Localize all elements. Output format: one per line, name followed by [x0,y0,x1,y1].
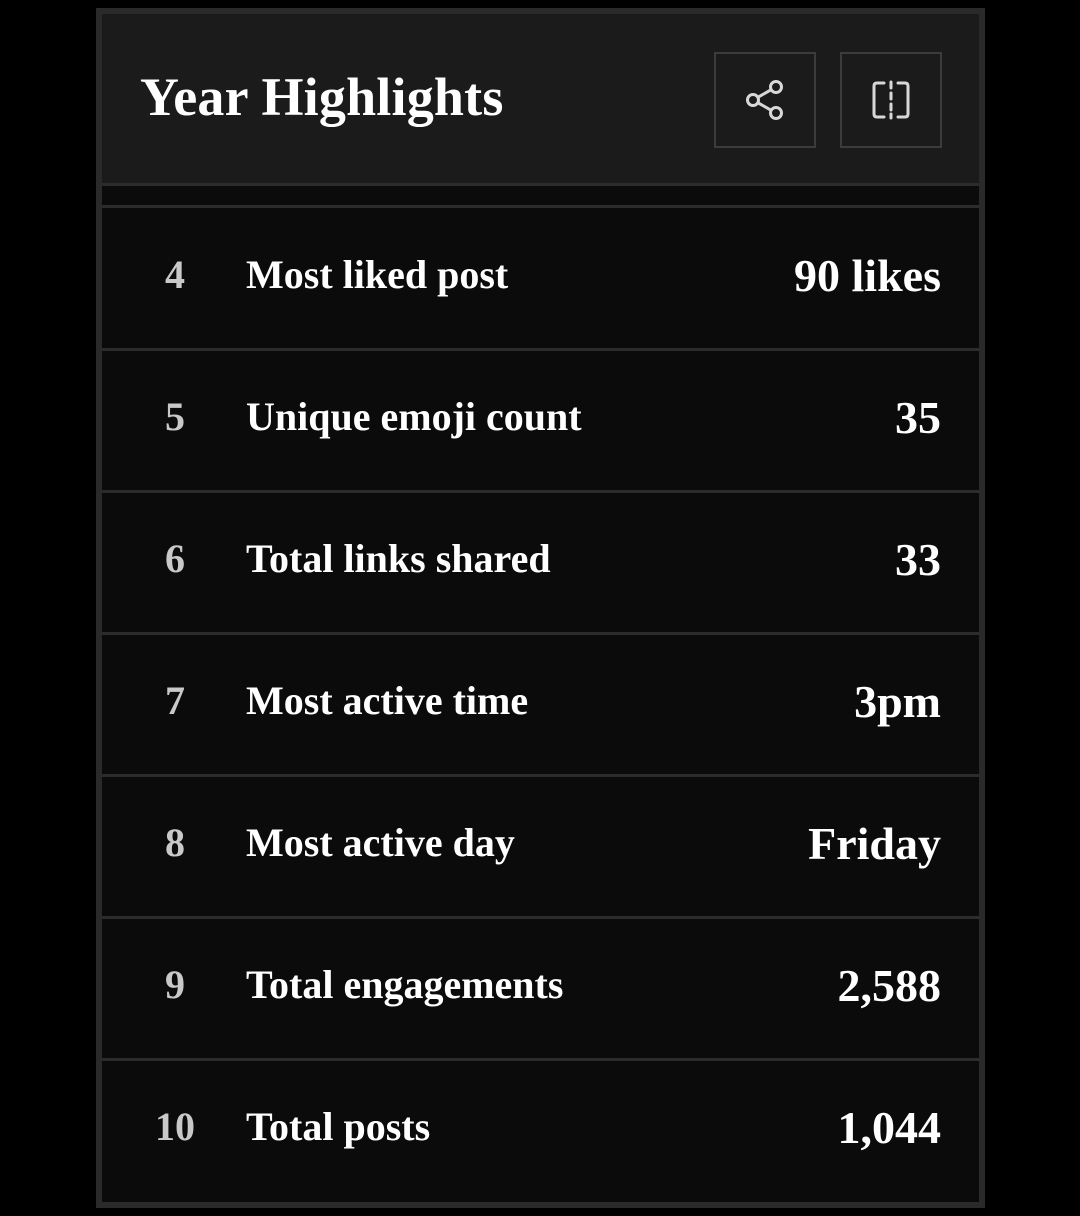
list-item [102,351,979,493]
stat-label: Unique emoji count [246,394,582,439]
stat-label: Most liked post [246,252,509,297]
stat-value: 35 [895,392,941,443]
rank-number: 8 [165,820,185,865]
share-icon [743,78,787,122]
card-header [102,14,979,186]
split-view-icon [869,78,913,122]
stat-label: Most active time [246,678,529,723]
year-highlights-card [96,8,985,1208]
list-item [102,493,979,635]
rank-number: 9 [165,962,185,1007]
rank-number: 7 [165,678,185,723]
stat-value: 90 likes [794,250,941,301]
stat-value: Friday [808,818,941,869]
stat-label: Total posts [246,1104,431,1149]
split-view-button[interactable] [840,52,942,148]
list-item [102,209,979,351]
stat-label: Most active day [246,820,515,865]
list-item [102,635,979,777]
list-item [102,1061,979,1203]
divider [102,186,979,208]
rank-number: 10 [155,1104,195,1149]
rank-number: 4 [165,252,185,297]
list-item [102,919,979,1061]
stat-value: 3pm [854,676,941,727]
stat-value: 1,044 [837,1102,941,1153]
stat-label: Total links shared [246,536,551,581]
page-title: Year Highlights [140,67,504,127]
stat-value: 33 [895,534,941,585]
stat-value: 2,588 [837,960,941,1011]
highlights-list [102,209,979,1203]
list-item [102,777,979,919]
stat-label: Total engagements [246,962,564,1007]
share-button[interactable] [714,52,816,148]
rank-number: 5 [165,394,185,439]
rank-number: 6 [165,536,185,581]
